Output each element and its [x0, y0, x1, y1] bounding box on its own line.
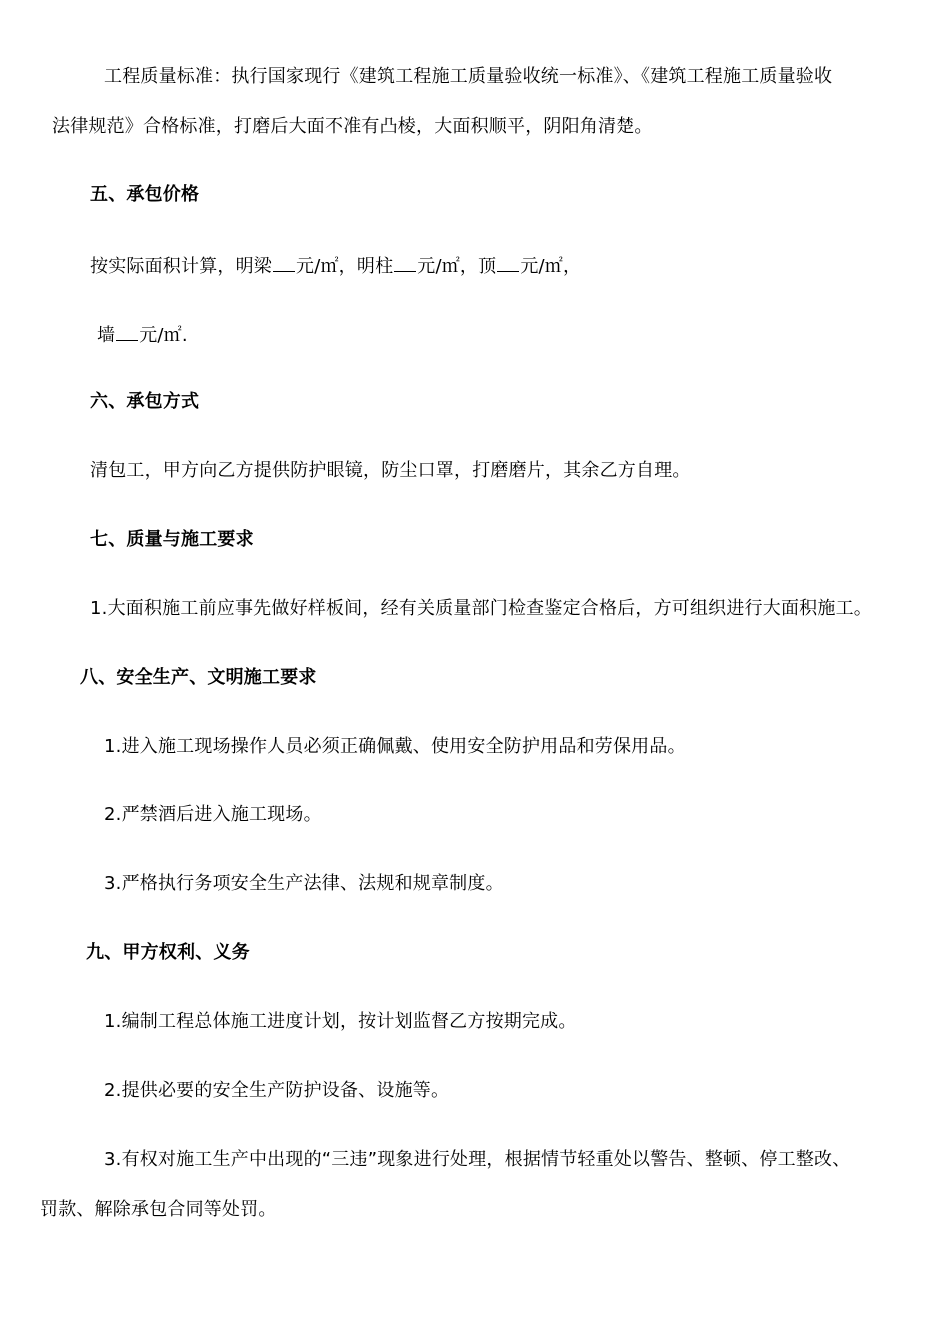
rights-item-1: 1.编制工程总体施工进度计划，按计划监督乙方按期完成。 — [104, 1011, 577, 1032]
price-blank-beam — [273, 255, 295, 272]
rights-item-2: 2.提供必要的安全生产防护设备、设施等。 — [104, 1080, 450, 1101]
wall-text-b: 元/㎡. — [139, 325, 188, 346]
wall-price-line — [97, 324, 188, 345]
section-9-heading: 九、甲方权利、义务 — [86, 942, 250, 963]
rights-item-3-line-2: 罚款、解除承包合同等处罚。 — [40, 1199, 277, 1220]
price-blank-ceiling — [497, 255, 519, 272]
rights-item-3-line-1: 3.有权对施工生产中出现的“三违”现象进行处理，根据情节轻重处以警告、整顿、停工整改、 — [104, 1149, 851, 1170]
safety-item-1: 1.进入施工现场操作人员必须正确佩戴、使用安全防护用品和劳保用品。 — [104, 736, 686, 757]
price-text-b: 元/㎡，明柱 — [296, 256, 394, 277]
safety-item-3: 3.严格执行务项安全生产法律、法规和规章制度。 — [104, 873, 504, 894]
wall-text-a: 墙 — [97, 325, 116, 346]
quality-standard-line-2: 法律规范》合格标准，打磨后大面不准有凸棱，大面积顺平，阴阳角清楚。 — [52, 116, 653, 137]
section-6-heading: 六、承包方式 — [90, 391, 200, 412]
section-7-heading: 七、质量与施工要求 — [90, 529, 254, 550]
section-5-heading: 五、承包价格 — [90, 184, 200, 205]
safety-item-2: 2.严禁酒后进入施工现场。 — [104, 804, 322, 825]
price-blank-wall — [116, 324, 138, 341]
quality-item-1: 1.大面积施工前应事先做好样板间，经有关质量部门检查鉴定合格后，方可组织进行大面积施工。 — [90, 598, 872, 619]
price-text-a: 按实际面积计算，明梁 — [90, 256, 272, 277]
quality-standard-line-1: 工程质量标准：执行国家现行《建筑工程施工质量验收统一标准》、《建筑工程施工质量验收 — [104, 66, 833, 87]
price-blank-column — [394, 255, 416, 272]
section-8-heading: 八、安全生产、文明施工要求 — [80, 667, 317, 688]
price-text-c: 元/㎡，顶 — [417, 256, 497, 277]
contract-mode-text: 清包工，甲方向乙方提供防护眼镜，防尘口罩，打磨磨片，其余乙方自理。 — [90, 460, 691, 481]
price-text-d: 元/㎡， — [520, 256, 582, 277]
price-line — [90, 255, 581, 276]
